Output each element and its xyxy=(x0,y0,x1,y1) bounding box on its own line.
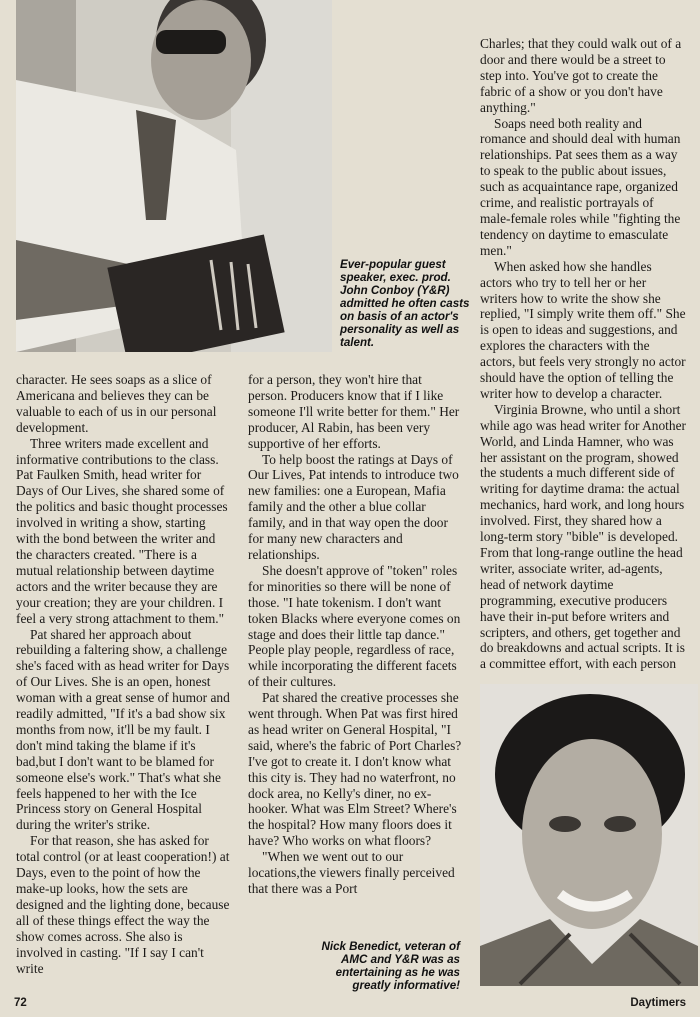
paragraph: for a person, they won't hire that person. Producers know that if I like someone I'll write better for them." Her producer, Al Rabin, has been very supportive of her efforts. xyxy=(248,372,460,451)
caption-benedict: Nick Benedict, veteran of AMC and Y&R was as entertaining as he was greatly informative! xyxy=(321,940,460,992)
photo-nick-benedict-art xyxy=(480,684,698,986)
paragraph: Soaps need both reality and romance and should deal with human relationships. Pat sees them as a way to speak to the public about issues, such as acquaintance rape, organized crime, and realistic portrayals of male-female roles while "fighting the tendency on daytime to emasculate men." xyxy=(480,115,681,258)
column-middle xyxy=(248,372,462,897)
paragraph: Pat shared the creative processes she went through. When Pat was first hired as head writer on General Hospital, "I said, where's the fabric of Port Charles? I've got to create it. I don't know what this city is. They had no waterfront, no dock area, no Kelly's diner, no ex-hooker. What was Elm Street? Where's the hospital? How many floors does it have? Who works on what floors? xyxy=(248,690,462,849)
paragraph: "When we went out to our locations,the viewers finally perceived that there was a Port xyxy=(248,849,455,896)
page-number: 72 xyxy=(14,997,27,1009)
magazine-name: Daytimers xyxy=(630,997,686,1009)
paragraph: To help boost the ratings at Days of Our Lives, Pat intends to introduce two new families: one a European, Mafia family and the other a blue collar family, and in that way open the door for many new characters and relationships. xyxy=(248,451,459,562)
paragraph: Charles; that they could walk out of a door and there would be a street to step into. You've got to create the fabric of a show or you don't have anything." xyxy=(480,36,682,115)
caption-conboy: Ever-popular guest speaker, exec. prod. John Conboy (Y&R) admitted he often casts on basis of an actor's personality as well as talent. xyxy=(340,258,470,349)
paragraph: She doesn't approve of "token" roles for minorities so there will be none of those. "I hate tokenism. I don't want token Blacks where everyone comes on stage and does their little tap dance." People play people, regardless of race, while incorporating the different facets of their cultures. xyxy=(248,562,461,690)
paragraph: Three writers made excellent and informative contributions to the class. Pat Faulken Smith, head writer for Days of Our Lives, she shared some of the politics and basic thought processes involved in writing a show, starting with the bond between the writer and the characters created. "There is a mutual relationship between daytime actors and the writer because they are your creation; they are your children. I feel a very strong attachment to them." xyxy=(16,435,228,626)
column-left xyxy=(16,372,232,976)
photo-john-conboy-art xyxy=(16,0,332,352)
paragraph: character. He sees soaps as a slice of Americana and believes they can be valuable to each of us in our personal development. xyxy=(16,372,217,435)
paragraph: Pat shared her approach about rebuilding a faltering show, a challenge she's faced with as head writer for Days of Our Lives. She is an open, honest woman with a great sense of humor and readily admitted, "If it's a bad show six months from now, it'll be my fault. I don't mind taking the blame if it's bad,but I don't want to be blamed for someone else's work." That's what she feels happened to her with the Ice Princess story on General Hospital during the writer's strike. xyxy=(16,626,230,833)
photo-john-conboy xyxy=(16,0,332,352)
paragraph: Virginia Browne, who until a short while ago was head writer for Another World, and Linda Hamner, who was her assistant on the program, showed the students a much different side of writing for daytime drama: the actual mechanics, hard work, and long hours involved. First, they shared how a long-term story "bible" is developed. From that long-range outline the head writer, associate writer, ad-agents, head of network daytime programming, executive producers have their in-put before writers and scripters, and others, get together and do breakdowns and actual scripts. It is a committee effort, with each person xyxy=(480,401,686,672)
column-right xyxy=(480,36,686,672)
photo-nick-benedict xyxy=(480,684,698,986)
paragraph: When asked how she handles actors who try to tell her or her writers how to write the show she replied, "I simply write them off." She is open to ideas and suggestions, and explores the characters with the actors, but feels very strongly no actor should have the option of telling the writer how to develop a character. xyxy=(480,258,686,401)
paragraph: For that reason, she has asked for total control (or at least cooperation!) at Days, even to the point of how the make-up looks, how the sets are designed and the lighting done, because all of these things effect the way the show comes across. She also is involved in casting. "If I say I can't write xyxy=(16,833,230,976)
